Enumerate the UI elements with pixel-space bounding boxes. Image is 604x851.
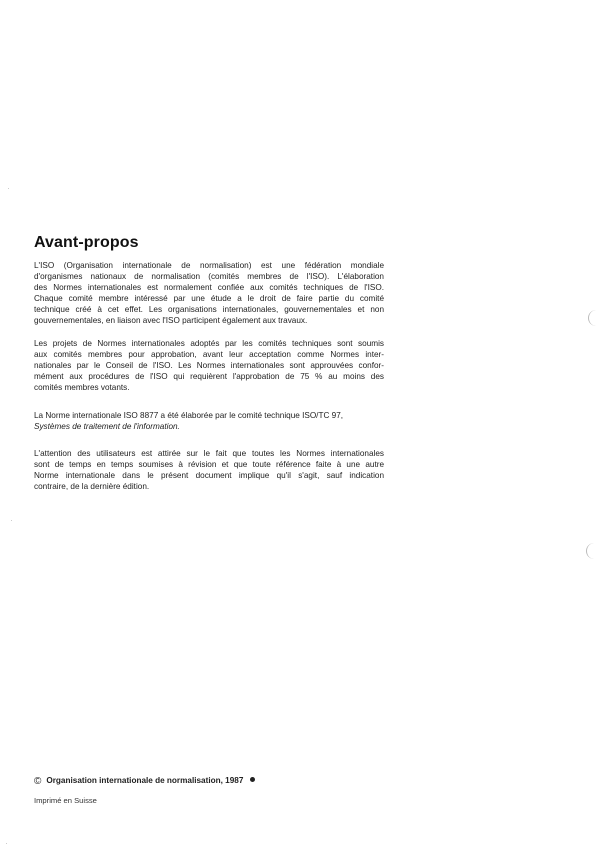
text-line: L'ISO (Organisation internationale de normalisation) est une fédération mondiale [34,261,384,270]
text-line: Les projets de Normes internationales adoptés par les comités techniques sont soumis [34,339,384,348]
text-line: Chaque comité membre intéressé par une étude a le droit de faire partie du comité [34,293,384,303]
text-line: d'organismes nationaux de normalisation (comités membres de l'ISO). L'élaboration [34,271,384,281]
text-line: nationales par le Conseil de l'ISO. Les Normes internationales sont approuvées confor- [34,360,384,370]
copyright-text: Organisation internationale de normalisation, 1987 [46,776,244,785]
text-line: sont de temps en temps soumises à révision et que toute référence faite à une autre [34,459,384,469]
text-line: comités membres votants. [34,382,130,392]
scan-speck [6,843,7,844]
scan-speck [11,520,12,521]
text-line: aux comités membres pour approbation, avant leur acceptation comme Normes inter- [34,349,384,359]
printed-in-notice: Imprimé en Suisse [34,796,97,805]
text-line: L'attention des utilisateurs est attirée sur le fait que toutes les Normes internationales [34,449,384,458]
text-line: mément aux procédures de l'ISO qui requièrent l'approbation de 75 % au moins des [34,371,384,381]
page-heading: Avant-propos [34,234,139,251]
text-line: technique créé à cet effet. Les organisations internationales, gouvernementales et non [34,304,384,314]
text-line: des Normes internationales est normalement confiée aux comités techniques de l'ISO. [34,282,384,292]
paragraph-approval [34,339,384,394]
bullet-icon [250,777,255,782]
text-line: La Norme internationale ISO 8877 a été élaborée par le comité technique ISO/TC 97, [34,411,344,420]
scan-speck [8,188,9,189]
margin-bracket-mark [586,543,597,559]
committee-title: Systèmes de traitement de l'information. [34,421,180,431]
copyright-icon: © [34,776,42,787]
footer-copyright [34,776,255,787]
text-line: contraire, de la dernière édition. [34,481,150,491]
paragraph-standard-origin [34,411,384,433]
margin-bracket-mark [588,310,599,326]
paragraph-iso-intro [34,261,384,326]
text-line: gouvernementales, en liaison avec l'ISO participent également aux travaux. [34,315,308,325]
paragraph-revision-notice [34,449,384,493]
text-line: Norme internationale dans le présent document implique qu'il s'agit, sauf indication [34,470,384,480]
